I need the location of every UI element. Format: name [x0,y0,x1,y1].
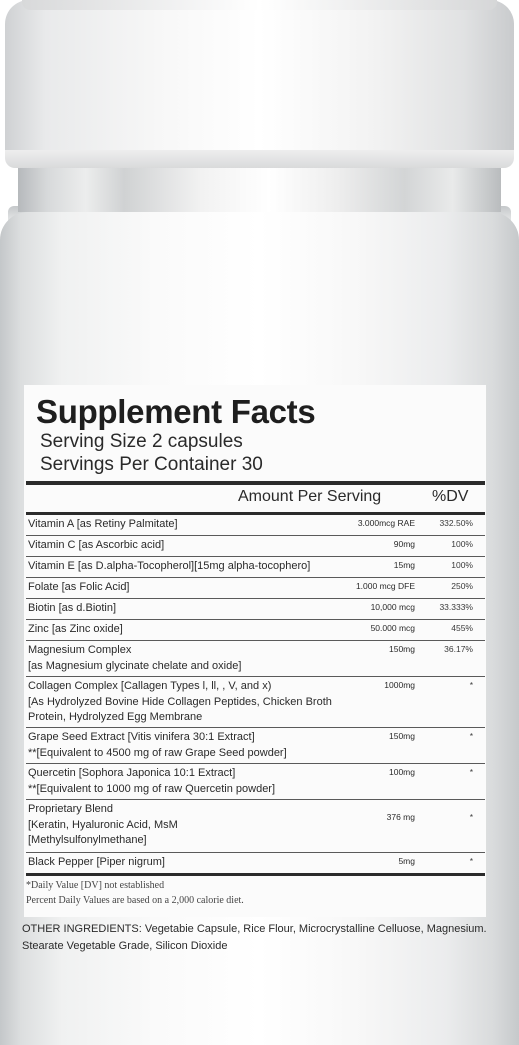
bottle-neck [18,168,501,212]
other-ingredients: OTHER INGREDIENTS: Vegetabie Capsule, Rice Flour, Microcrystalline Celluose, Magnesium. Stearate Vegetable Grade, Silicon Dioxide [22,923,487,952]
nutrient-amount: 1000mg [384,680,415,690]
nutrient-name-line: Grape Seed Extract [Vitis vinifera 30:1 Extract] [28,731,255,743]
nutrient-row [26,641,485,677]
nutrient-row [26,599,485,620]
dv-header: %DV [432,488,469,505]
nutrient-dv: 33.333% [439,602,473,612]
nutrient-row [26,764,485,800]
nutrient-name-line: **[Equivalent to 1000 mg of raw Quercetin powder] [28,782,276,795]
bottle-cap [5,0,514,166]
dv-footnote: *Daily Value [DV] not established [26,880,165,891]
nutrient-dv: * [469,731,473,741]
nutrient-row [26,677,485,728]
nutrient-amount: 90mg [393,539,415,549]
nutrient-name-line: [Keratin, Hyaluronic Acid, MsM [28,818,178,831]
nutrient-row [26,853,485,876]
nutrient-name-line: [as Magnesium glycinate chelate and oxide] [28,659,242,672]
nutrient-dv: 100% [451,539,473,549]
nutrient-name [28,766,275,797]
nutrient-dv: * [469,680,473,690]
nutrient-name-line: Proprietary Blend [28,803,113,815]
nutrient-name-line: Magnesium Complex [28,644,132,656]
nutrient-amount: 50.000 mcg [370,623,415,633]
nutrient-amount: 150mg [389,731,415,741]
nutrient-amount: 15mg [393,560,415,570]
nutrient-amount: 3.000mcg RAE [357,518,415,528]
nutrient-dv: 36.17% [444,644,473,654]
nutrient-name-line: [Methylsulfonylmethane] [28,834,147,846]
calorie-footnote: Percent Daily Values are based on a 2,000 calorie diet. [26,895,244,906]
nutrient-name-line: [As Hydrolyzed Bovine Hide Collagen Peptides, Chicken Broth [28,695,332,708]
nutrient-name-line: Protein, Hydrolyzed Egg Membrane [28,711,203,723]
nutrient-dv: * [469,812,473,822]
nutrient-dv: 250% [451,581,473,591]
nutrient-amount: 10,000 mcg [370,602,415,612]
nutrient-name: Zinc [as Zinc oxide] [28,623,123,635]
nutrient-row [26,557,485,578]
nutrient-dv: * [469,767,473,777]
nutrient-name [28,643,241,674]
nutrient-row [26,800,485,853]
nutrient-name: Black Pepper [Piper nigrum] [28,856,165,868]
nutrient-amount: 150mg [389,644,415,654]
nutrient-amount: 1.000 mcg DFE [355,581,415,591]
nutrient-dv: 332.50% [439,518,473,528]
amount-header: Amount Per Serving [238,488,382,505]
nutrient-row [26,515,485,536]
servings-per-container: Servings Per Container 30 [40,454,263,475]
cap-rim [22,0,497,10]
nutrient-name: Biotin [as d.Biotin] [28,602,117,614]
nutrient-name: Folate [as Folic Acid] [28,581,130,593]
cap-lower-edge [5,150,514,168]
label-title: Supplement Facts [36,393,316,430]
serving-size: Serving Size 2 capsules [40,431,243,452]
nutrient-name-line: Collagen Complex [Callagen Types l, ll, , V, and x) [28,680,272,692]
nutrient-row [26,728,485,764]
nutrient-name-line: Quercetin [Sophora Japonica 10:1 Extract] [28,767,236,779]
nutrient-amount: 100mg [389,767,415,777]
nutrient-row [26,620,485,641]
nutrient-name: Vitamin A [as Retiny Palmitate] [28,518,178,530]
nutrient-amount: 5mg [398,856,415,866]
nutrient-dv: 455% [451,623,473,633]
nutrient-row [26,536,485,557]
nutrient-name: Vitamin C [as Ascorbic acid] [28,539,165,551]
thick-divider [26,481,485,485]
nutrient-name: Vitamin E [as D.alpha-Tocopherol][15mg alpha-tocophero] [28,560,311,572]
nutrient-name [28,679,332,726]
nutrient-row [26,578,485,599]
nutrient-dv: * [469,856,473,866]
nutrient-name [28,802,178,849]
nutrient-name [28,730,287,761]
nutrient-dv: 100% [451,560,473,570]
nutrient-amount: 376 mg [386,812,415,822]
nutrient-name-line: **[Equivalent to 4500 mg of raw Grape Seed powder] [28,746,287,759]
